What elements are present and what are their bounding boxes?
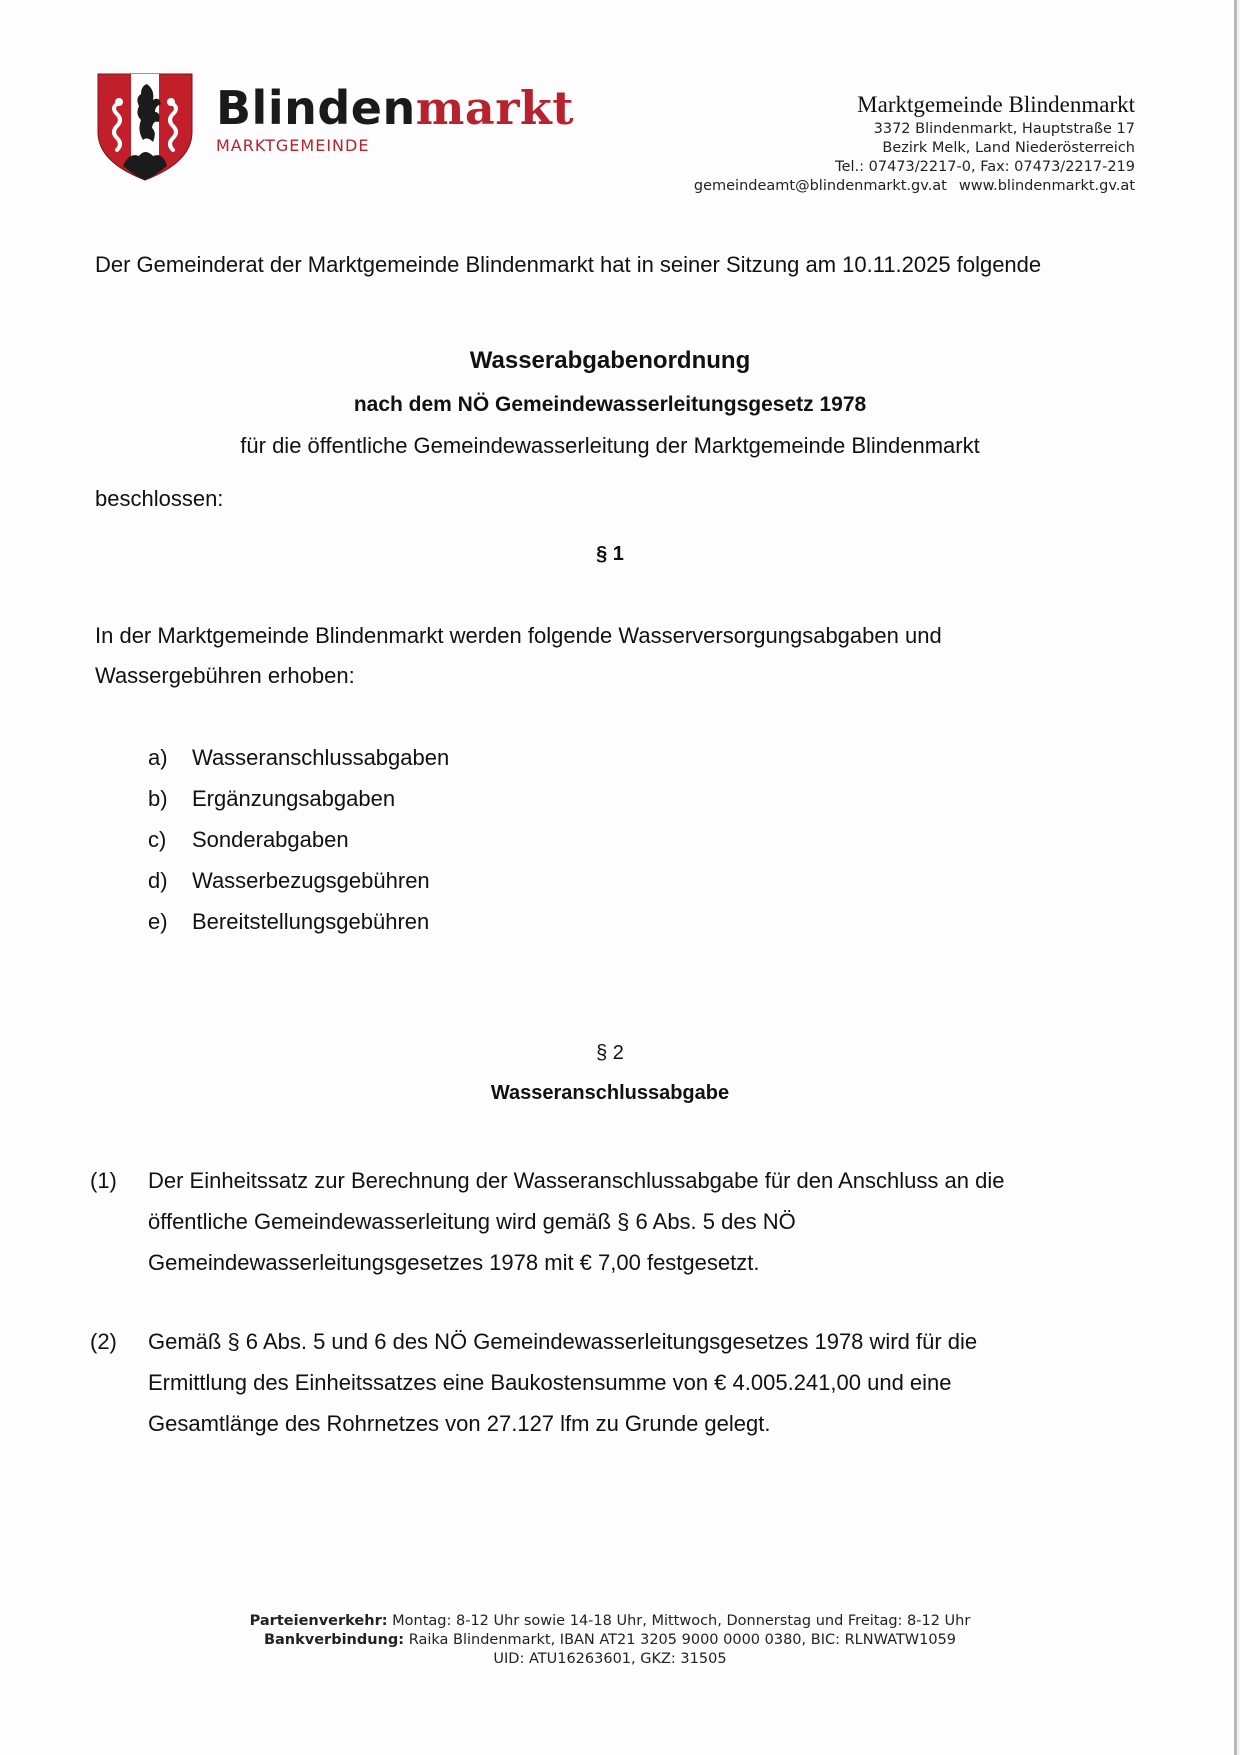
footer-hours-label: Parteienverkehr: xyxy=(249,1613,388,1629)
list-label: Wasseranschlussabgaben xyxy=(192,745,450,770)
paragraph-1 xyxy=(90,1160,1140,1283)
list-label: Wasserbezugsgebühren xyxy=(192,868,430,893)
section-2-title: Wasseranschlussabgabe xyxy=(490,1082,730,1104)
paragraph-2 xyxy=(90,1321,1140,1444)
list-item xyxy=(148,827,449,868)
address-line: 3372 Blindenmarkt, Hauptstraße 17 xyxy=(873,121,1135,137)
list-label: Ergänzungsabgaben xyxy=(192,786,396,811)
list-marker: e) xyxy=(148,909,168,934)
district-line: Bezirk Melk, Land Niederösterreich xyxy=(882,140,1135,156)
document-title: Wasserabgabenordnung xyxy=(469,347,751,374)
paragraph-line: Der Einheitssatz zur Berechnung der Wasseranschlussabgabe für den Anschluss an die xyxy=(148,1168,1005,1193)
section-1-heading: § 1 xyxy=(596,543,624,565)
list-item xyxy=(148,786,449,827)
paragraph-line: Gemeindewasserleitungsgesetzes 1978 mit € 7,00 festgesetzt. xyxy=(148,1250,760,1275)
paragraph-line: Ermittlung des Einheitssatzes eine Baukostensumme von € 4.005.241,00 und eine xyxy=(148,1370,952,1395)
footer-hours-value: Montag: 8-12 Uhr sowie 14-18 Uhr, Mittwoch, Donnerstag und Freitag: 8-12 Uhr xyxy=(392,1613,971,1629)
brand-name-part2: markt xyxy=(415,81,575,135)
list-label: Bereitstellungsgebühren xyxy=(192,909,430,934)
website-link[interactable]: www.blindenmarkt.gv.at xyxy=(958,178,1135,194)
brand-name xyxy=(216,82,574,134)
footer-bank-value: Raika Blindenmarkt, IBAN AT21 3205 9000 0000 0380, BIC: RLNWATW1059 xyxy=(408,1632,957,1648)
list-marker: a) xyxy=(148,745,168,770)
list-item xyxy=(148,745,449,786)
email-link[interactable]: gemeindeamt@blindenmarkt.gv.at xyxy=(693,178,947,194)
section-1-text-line-2: Wassergebühren erhoben: xyxy=(95,663,355,688)
list-marker: c) xyxy=(148,827,167,852)
organization-address-block xyxy=(694,92,1135,196)
brand-name-part1: Blinden xyxy=(216,81,416,135)
organization-name: Marktgemeinde Blindenmarkt xyxy=(857,92,1135,117)
list-marker: d) xyxy=(148,868,168,893)
resolved-text: beschlossen: xyxy=(95,486,224,511)
list-item xyxy=(148,909,449,950)
section-2-heading: § 2 xyxy=(596,1042,624,1064)
document-scope: für die öffentliche Gemeindewasserleitung der Marktgemeinde Blindenmarkt xyxy=(240,433,980,458)
footer-bank-label: Bankverbindung: xyxy=(263,1632,405,1648)
list-label: Sonderabgaben xyxy=(192,827,349,852)
levy-list xyxy=(148,745,449,950)
phone-fax-line: Tel.: 07473/2217-0, Fax: 07473/2217-219 xyxy=(835,159,1135,175)
document-subtitle: nach dem NÖ Gemeindewasserleitungsgesetz 1978 xyxy=(353,393,867,416)
paragraph-line: Gesamtlänge des Rohrnetzes von 27.127 lfm zu Grunde gelegt. xyxy=(148,1411,771,1436)
page-footer xyxy=(0,1612,1220,1669)
paragraph-number: (1) xyxy=(90,1168,117,1193)
list-marker: b) xyxy=(148,786,168,811)
footer-bank xyxy=(0,1631,1220,1650)
footer-hours xyxy=(0,1612,1220,1631)
contact-line xyxy=(694,177,1135,196)
section-1-text-line-1: In der Marktgemeinde Blindenmarkt werden folgende Wasserversorgungsabgaben und xyxy=(95,623,942,648)
paragraph-line: Gemäß § 6 Abs. 5 und 6 des NÖ Gemeindewasserleitungsgesetzes 1978 wird für die xyxy=(148,1329,978,1354)
coat-of-arms-shield-icon xyxy=(95,70,195,182)
brand-wordmark xyxy=(216,82,574,155)
intro-text: Der Gemeinderat der Marktgemeinde Blindenmarkt hat in seiner Sitzung am 10.11.2025 folgende xyxy=(95,252,1042,277)
list-item xyxy=(148,868,449,909)
paragraph-number: (2) xyxy=(90,1329,117,1354)
brand-subtitle: MARKTGEMEINDE xyxy=(216,136,370,155)
footer-ids: UID: ATU16263601, GKZ: 31505 xyxy=(493,1651,727,1667)
paragraph-line: öffentliche Gemeindewasserleitung wird gemäß § 6 Abs. 5 des NÖ xyxy=(148,1209,796,1234)
